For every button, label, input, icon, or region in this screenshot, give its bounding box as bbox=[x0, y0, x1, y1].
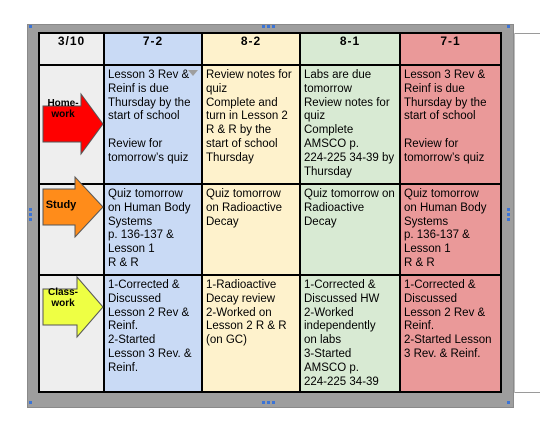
date-label: 3/10 bbox=[57, 34, 86, 48]
header-row bbox=[39, 33, 501, 65]
cell-homework-7-2[interactable] bbox=[104, 65, 202, 184]
cell-text: 1-Corrected & Discussed Lesson 2 Rev & Reinf. 2-Started Lesson 3 Rev. & Reinf. bbox=[404, 279, 492, 360]
table-row-homework bbox=[39, 65, 501, 184]
cell-text: 1-Radioactive Decay review 2-Worked on Lesson 2 R & R (on GC) bbox=[206, 279, 287, 347]
homework-table bbox=[38, 32, 502, 393]
cell-homework-8-2[interactable] bbox=[202, 65, 300, 184]
arrow-label-classwork: Class- work bbox=[47, 287, 78, 309]
resize-handle-right[interactable] bbox=[507, 213, 510, 216]
cell-classwork-8-1[interactable] bbox=[300, 275, 400, 392]
row-label-study[interactable] bbox=[39, 184, 104, 275]
cell-classwork-7-1[interactable] bbox=[400, 275, 501, 392]
cell-text: Labs are due tomorrow Review notes for quiz Complete AMSCO p. 224-225 34-39 by Thursday bbox=[304, 69, 395, 178]
column-header-label: 7-1 bbox=[440, 34, 461, 48]
cell-text: Lesson 3 Rev & Reinf is due Thursday by the start of school Review for tomorrow’s quiz bbox=[108, 69, 191, 164]
arrow-label-study: Study bbox=[45, 199, 77, 211]
resize-handle-left[interactable] bbox=[29, 218, 32, 221]
cell-classwork-7-2[interactable] bbox=[104, 275, 202, 392]
resize-handle-corner[interactable] bbox=[507, 401, 510, 404]
cell-study-8-1[interactable] bbox=[300, 184, 400, 275]
column-header-7-1[interactable] bbox=[400, 33, 501, 65]
resize-handle-top[interactable] bbox=[272, 25, 275, 28]
chevron-down-icon[interactable] bbox=[188, 70, 198, 76]
cell-text: 1-Corrected & Discussed HW 2-Worked independently on labs 3-Started AMSCO p. 224-225 34-39 bbox=[304, 279, 380, 388]
resize-handle-corner[interactable] bbox=[29, 401, 32, 404]
resize-handle-top[interactable] bbox=[262, 25, 265, 28]
row-label-homework[interactable] bbox=[39, 65, 104, 184]
cell-text: 1-Corrected & Discussed Lesson 2 Rev & Reinf. 2-Started Lesson 3 Rev. & Reinf. bbox=[108, 279, 192, 374]
column-header-8-1[interactable] bbox=[300, 33, 400, 65]
cell-text: Quiz tomorrow on Human Body Systems p. 136-137 & Lesson 1 R & R bbox=[404, 188, 487, 269]
cell-text: Lesson 3 Rev & Reinf is due Thursday by the start of school Review for tomorrow’s quiz bbox=[404, 69, 487, 164]
column-header-label: 7-2 bbox=[142, 34, 164, 48]
table-row-study bbox=[39, 184, 501, 275]
cell-text: Quiz tomorrow on Radioactive Decay bbox=[206, 188, 283, 228]
cell-text: Review notes for quiz Complete and turn in Lesson 2 R & R by the start of school Thursday bbox=[206, 69, 292, 164]
table-row-classwork bbox=[39, 275, 501, 392]
resize-handle-top[interactable] bbox=[267, 25, 270, 28]
column-header-label: 8-2 bbox=[240, 34, 262, 48]
resize-handle-corner[interactable] bbox=[29, 25, 32, 28]
date-cell[interactable] bbox=[39, 33, 104, 65]
cell-homework-8-1[interactable] bbox=[300, 65, 400, 184]
column-header-7-2[interactable] bbox=[104, 33, 202, 65]
cell-classwork-8-2[interactable] bbox=[202, 275, 300, 392]
cell-study-7-1[interactable] bbox=[400, 184, 501, 275]
cell-text: Quiz tomorrow on Human Body Systems p. 136-137 & Lesson 1 R & R bbox=[108, 188, 191, 269]
resize-handle-left[interactable] bbox=[29, 208, 32, 211]
arrow-label-homework: Home- work bbox=[47, 98, 79, 120]
page-edge-right bbox=[514, 33, 515, 393]
cell-text: Quiz tomorrow on Radioactive Decay bbox=[304, 188, 395, 228]
resize-handle-corner[interactable] bbox=[507, 25, 510, 28]
resize-handle-right[interactable] bbox=[507, 218, 510, 221]
resize-handle-bottom[interactable] bbox=[262, 401, 265, 404]
resize-handle-bottom[interactable] bbox=[267, 401, 270, 404]
cell-study-7-2[interactable] bbox=[104, 184, 202, 275]
cell-study-8-2[interactable] bbox=[202, 184, 300, 275]
column-header-label: 8-1 bbox=[339, 34, 361, 48]
cell-homework-7-1[interactable] bbox=[400, 65, 501, 184]
column-header-8-2[interactable] bbox=[202, 33, 300, 65]
resize-handle-right[interactable] bbox=[507, 208, 510, 211]
resize-handle-bottom[interactable] bbox=[272, 401, 275, 404]
page-edge-top bbox=[514, 33, 540, 34]
page-edge-bottom bbox=[514, 392, 540, 393]
resize-handle-left[interactable] bbox=[29, 213, 32, 216]
